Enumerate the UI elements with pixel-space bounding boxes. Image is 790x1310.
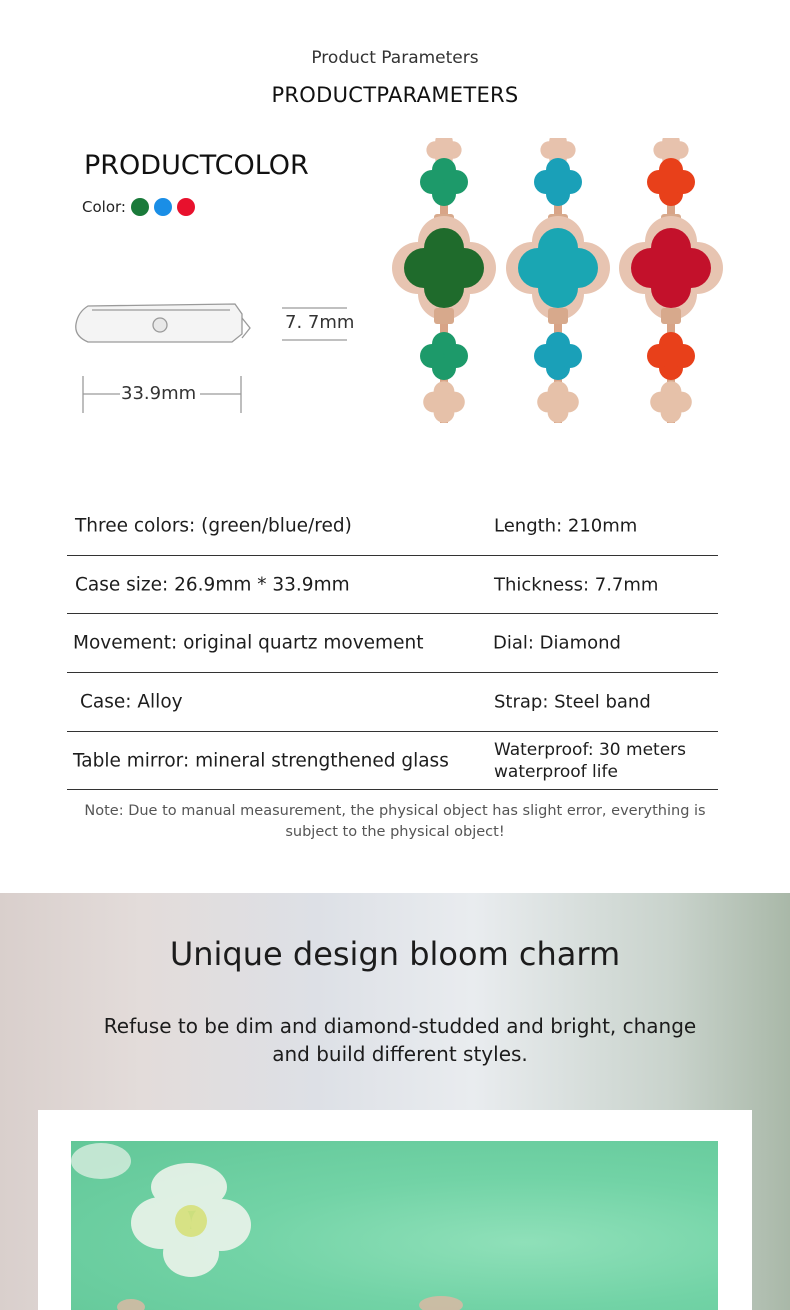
spec-right: Strap: Steel band [494,691,651,713]
width-dimension: 33.9mm [121,383,197,404]
spec-right: Thickness: 7.7mm [494,574,659,596]
thickness-dimension: 7. 7mm [285,312,355,333]
spec-left: Movement: original quartz movement [73,632,424,654]
color-swatch-blue[interactable] [154,198,172,216]
spec-left: Three colors: (green/blue/red) [75,515,352,537]
color-options [82,198,195,216]
spec-left: Case size: 26.9mm * 33.9mm [75,574,350,596]
section-title: PRODUCTPARAMETERS [271,83,519,107]
banner-title: Unique design bloom charm [169,935,621,973]
spec-left: Table mirror: mineral strengthened glass [73,750,449,772]
blue-watch [506,138,610,423]
spec-right: Waterproof: 30 meters waterproof life [494,739,686,782]
color-swatch-green[interactable] [131,198,149,216]
watch-color-variants-image [388,138,733,423]
spec-right: Length: 210mm [494,515,638,537]
spec-right: Dial: Diamond [493,632,621,654]
measurement-note: Note: Due to manual measurement, the physical object has slight error, everything is subject to the physical object! [84,803,706,840]
section-subtitle: Product Parameters [311,48,479,68]
spec-row [67,497,718,556]
spec-row [67,732,718,791]
spec-row [67,556,718,615]
green-watch [392,138,496,423]
spec-left: Case: Alloy [80,691,183,713]
banner-subtitle: Refuse to be dim and diamond-studded and bright, change and build different styles. [103,1014,697,1066]
red-watch [619,138,723,423]
spec-row [67,614,718,673]
product-color-title: PRODUCTCOLOR [84,150,309,181]
color-swatch-red[interactable] [177,198,195,216]
spec-table [67,497,718,790]
lifestyle-photo [71,1141,718,1310]
spec-row [67,673,718,732]
color-label: Color: [82,198,126,216]
flower-icon [71,1141,718,1310]
